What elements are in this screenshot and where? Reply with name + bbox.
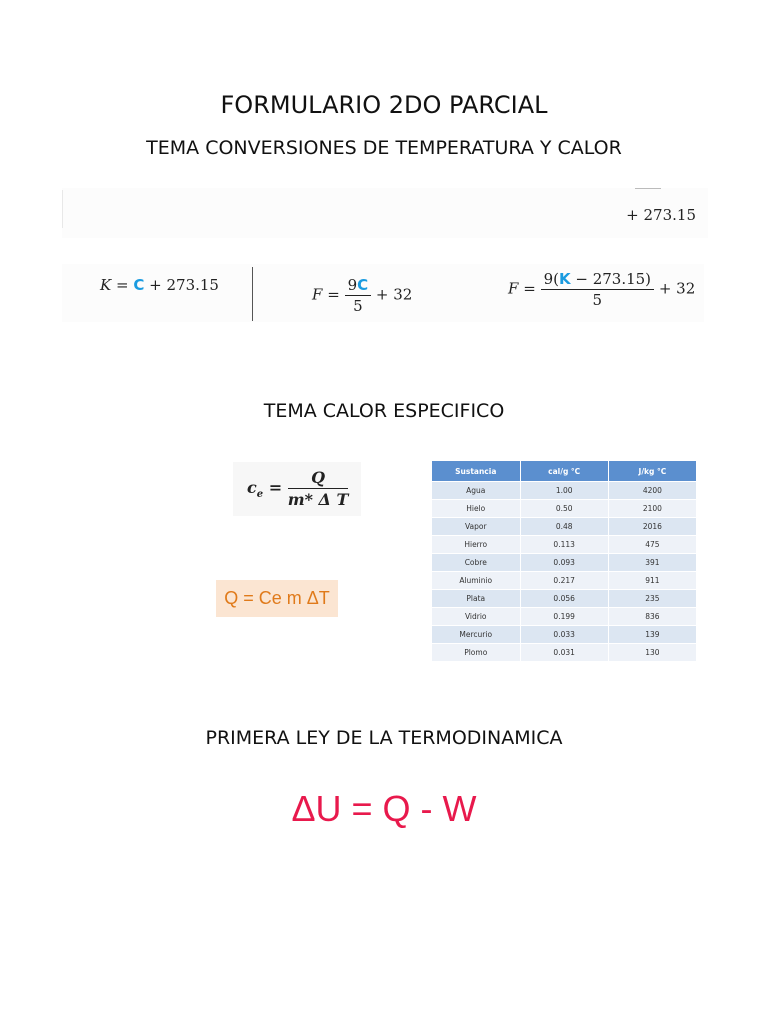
formula-c-to-k xyxy=(100,276,219,294)
table-cell: 391 xyxy=(608,554,696,572)
table-cell: 4200 xyxy=(608,482,696,500)
specific-heat-table xyxy=(431,460,697,662)
table-row xyxy=(432,608,697,626)
partial-formula-text: + 273.15 xyxy=(626,206,696,224)
var-f: F xyxy=(312,285,323,304)
partial-formula-image xyxy=(62,188,708,238)
numerator-post: − 273.15) xyxy=(570,270,652,288)
table-cell: Hielo xyxy=(432,500,521,518)
equals: = xyxy=(327,285,340,304)
specific-heat-table-wrap xyxy=(431,460,697,662)
formula-first-law: ΔU = Q - W xyxy=(291,788,477,829)
table-cell: 235 xyxy=(608,590,696,608)
formula-c-to-f xyxy=(312,276,412,315)
section-thermo-heading: PRIMERA LEY DE LA TERMODINAMICA xyxy=(205,727,563,749)
table-row xyxy=(432,536,697,554)
table-cell: 139 xyxy=(608,626,696,644)
table-cell: Mercurio xyxy=(432,626,521,644)
formula-ce-image xyxy=(233,462,361,516)
formula-divider xyxy=(252,267,253,321)
formula-rest: + 273.15 xyxy=(149,276,219,294)
table-cell: 1.00 xyxy=(520,482,608,500)
table-row xyxy=(432,482,697,500)
formula-k-to-f xyxy=(508,270,695,309)
section-specific-heat-heading: TEMA CALOR ESPECIFICO xyxy=(263,400,505,422)
table-row xyxy=(432,590,697,608)
table-row xyxy=(432,554,697,572)
formula-rest: + 32 xyxy=(658,279,696,298)
denominator: m* Δ T xyxy=(287,490,349,509)
fraction xyxy=(541,270,654,309)
section-temperature-heading: TEMA CONVERSIONES DE TEMPERATURA Y CALOR xyxy=(146,137,622,159)
var-c: C xyxy=(133,276,145,294)
var-k: K xyxy=(558,270,571,288)
subscript-e: e xyxy=(256,489,264,501)
table-header-row xyxy=(432,461,697,482)
temperature-formulas-strip xyxy=(62,264,704,322)
table-cell: 475 xyxy=(608,536,696,554)
table-cell: 0.48 xyxy=(520,518,608,536)
table-cell: Agua xyxy=(432,482,521,500)
table-cell: 0.031 xyxy=(520,644,608,662)
denominator: 5 xyxy=(592,291,603,309)
table-cell: Vidrio xyxy=(432,608,521,626)
table-row xyxy=(432,518,697,536)
table-cell: 0.093 xyxy=(520,554,608,572)
numerator-pre: 9( xyxy=(543,270,559,288)
cropped-fraction-line xyxy=(635,188,661,189)
formula-q: Q = Ce m ΔT xyxy=(224,588,330,608)
table-cell: 2100 xyxy=(608,500,696,518)
var-c: C xyxy=(357,276,369,294)
table-cell: 0.199 xyxy=(520,608,608,626)
numerator-coef: 9 xyxy=(347,276,358,294)
table-cell: 0.217 xyxy=(520,572,608,590)
table-cell: 130 xyxy=(608,644,696,662)
fraction xyxy=(345,276,372,315)
table-cell: 0.113 xyxy=(520,536,608,554)
table-cell: 911 xyxy=(608,572,696,590)
table-cell: Hierro xyxy=(432,536,521,554)
var-f: F xyxy=(508,279,519,298)
equals: = xyxy=(523,279,536,298)
table-cell: 0.056 xyxy=(520,590,608,608)
denominator: 5 xyxy=(353,297,363,315)
formula-rest: + 32 xyxy=(375,285,413,304)
column-header: cal/g °C xyxy=(520,461,608,482)
table-row xyxy=(432,572,697,590)
numerator-q: Q xyxy=(288,468,349,489)
column-header: J/kg °C xyxy=(608,461,696,482)
table-cell: Plomo xyxy=(432,644,521,662)
table-cell: Plata xyxy=(432,590,521,608)
table-cell: Aluminio xyxy=(432,572,521,590)
page-title: FORMULARIO 2DO PARCIAL xyxy=(220,91,548,119)
table-cell: Vapor xyxy=(432,518,521,536)
fraction xyxy=(288,468,349,509)
formula-q-box xyxy=(216,580,338,617)
table-cell: 0.033 xyxy=(520,626,608,644)
equals: = xyxy=(116,276,129,294)
table-cell: Cobre xyxy=(432,554,521,572)
table-row xyxy=(432,500,697,518)
divider xyxy=(62,190,63,228)
var-c: c xyxy=(247,478,257,497)
equals: = xyxy=(268,478,283,497)
table-cell: 0.50 xyxy=(520,500,608,518)
table-row xyxy=(432,626,697,644)
table-cell: 836 xyxy=(608,608,696,626)
formula-ce xyxy=(247,468,348,509)
table-row xyxy=(432,644,697,662)
var-k: K xyxy=(100,276,112,294)
column-header: Sustancia xyxy=(432,461,521,482)
table-cell: 2016 xyxy=(608,518,696,536)
